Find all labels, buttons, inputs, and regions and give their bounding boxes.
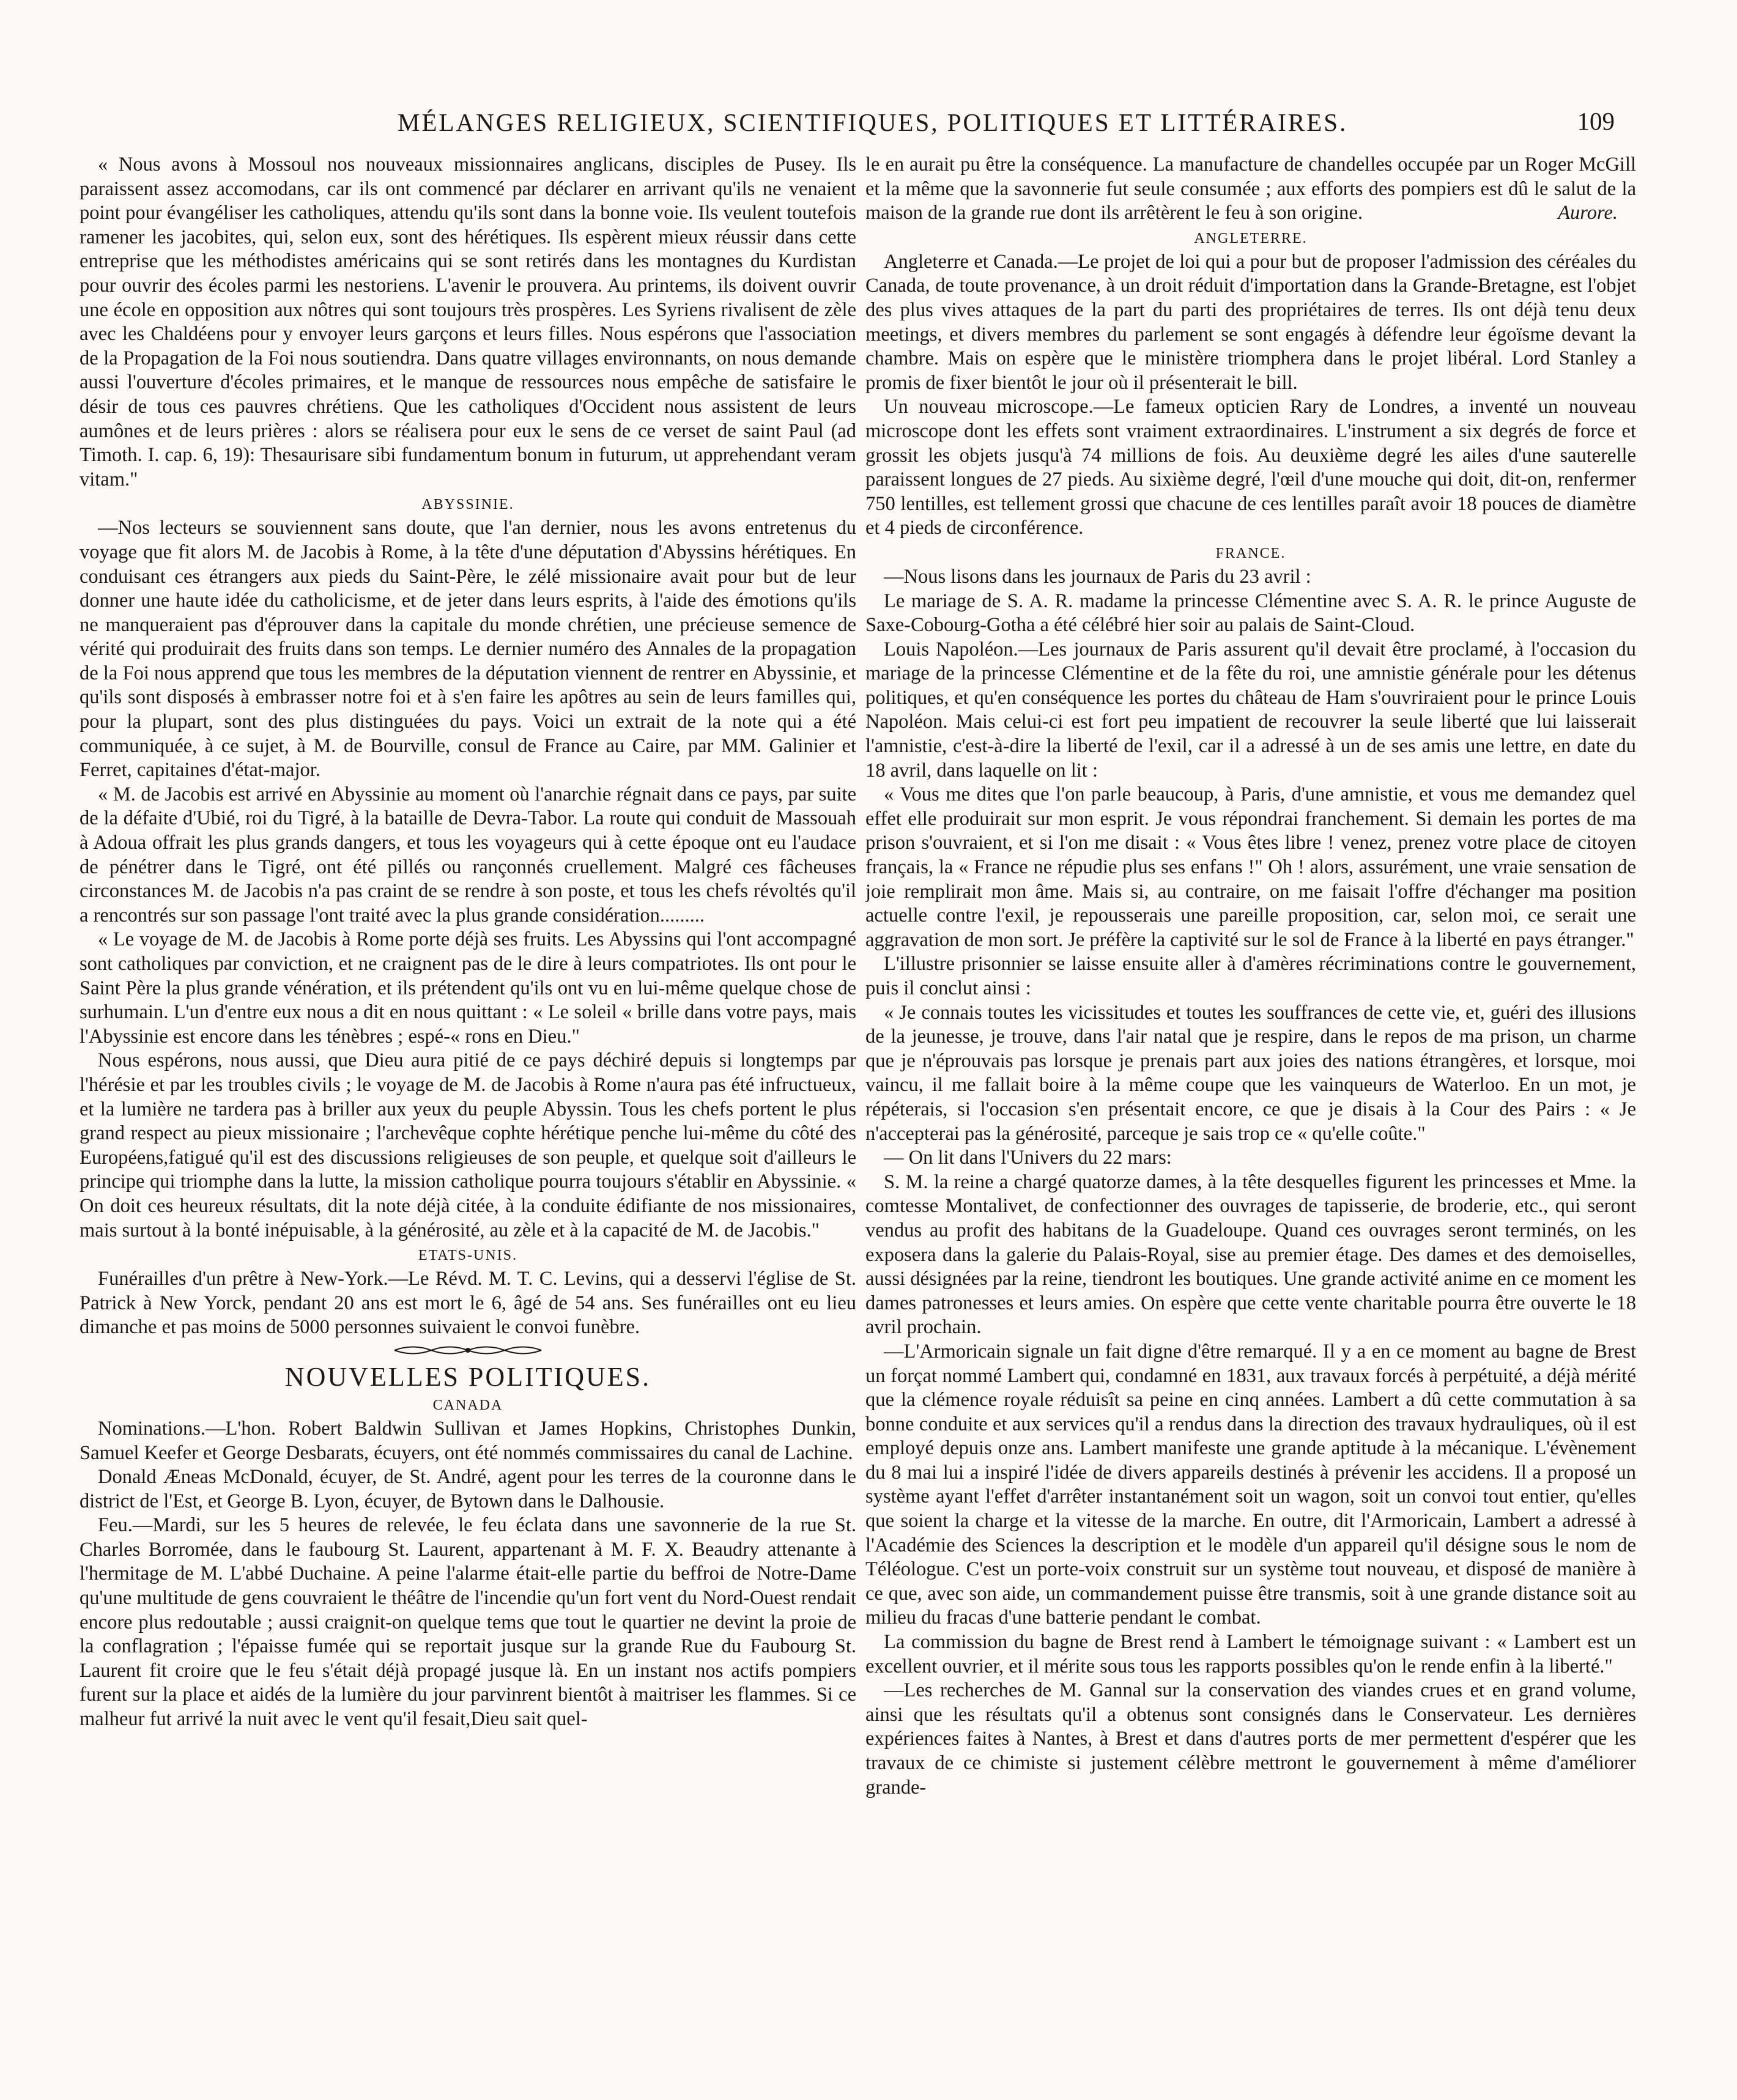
article-paragraph: S. M. la reine a chargé quatorze dames, à la tête desquelles figurent les princesses et Mme. la comtesse Montalivet, de confectionner des ouvrages de tapisserie, de broderie, etc., qui seront vendus au profit des habitans de la Guadeloupe. Quand ces ouvrages seront terminés, on les exposera dans la galerie du Palais-Royal, sise au premier étage. Des dames et des demoiselles, aussi désignées par la reine, tiendront les boutiques. Une grande activité anime en ce moment les dames patronesses et leurs amies. On espère que cette vente charitable pourra être ouverte le 18 avril prochain. bbox=[865, 1170, 1636, 1339]
article-text: le en aurait pu être la conséquence. La manufacture de chandelles occupée par un Roger McGill et la même que la savonnerie fut seule consumée ; aux efforts des pompiers est dû le salut de la maison de la grande rue dont ils arrêtèrent le feu à son origine. bbox=[865, 153, 1636, 224]
article-paragraph: Nous espérons, nous aussi, que Dieu aura pitié de ce pays déchiré depuis si longtemps par l'hérésie et par les troubles civils ; le voyage de M. de Jacobis à Rome n'aura pas été infructueux, et la lumière ne tardera pas à briller aux yeux du peuple Abyssin. Tous les chefs portent le plus grand respect au pieux missionaire ; l'archevêque cophte hérétique penche lui-même du côté des Européens,fatigué qu'il est des discussions religieuses de son peuple, et quelque soit d'ailleurs le principe qui triomphe dans la lutte, la mission catholique pourra toujours s'établir en Abyssinie. « On doit ces heureux résultats, dit la note déjà citée, à la conduite édifiante de nos missionaires, mais surtout à la bonté inépuisable, à la générosité, au zèle et à la capacité de M. de Jacobis." bbox=[80, 1049, 856, 1241]
left-column bbox=[80, 153, 856, 2073]
source-signature: Aurore. bbox=[1558, 202, 1618, 224]
article-paragraph: —Nos lecteurs se souviennent sans doute, que l'an dernier, nous les avons entretenus du voyage que fit alors M. de Jacobis à Rome, à la tête d'une députation d'Abyssins hérétiques. En conduisant ces étrangers aux pieds du Saint-Père, le zélé missionaire avait pour but de leur donner une haute idée du catholicisme, et de jeter dans leurs esprits, à l'aide des émotions qu'ils ne manqueraient pas d'éprouver dans la capitale du monde chrétien, une précieuse semence de vérité qui produirait des fruits dans son temps. Le dernier numéro des Annales de la propagation de la Foi nous apprend que tous les membres de la députation viennent de rentrer en Abyssinie, et qu'ils sont disposés à embrasser notre foi et à s'en faire les apôtres au sein de leurs familles qui, pour la plupart, sont des plus distinguées du pays. Voici un extrait de la note qui a été communiquée, à ce sujet, à M. de Bourville, consul de France au Caire, par MM. Galinier et Ferret, capitaines d'état-major. bbox=[80, 517, 856, 782]
missionaries-paragraph: « Nous avons à Mossoul nos nouveaux missionnaires anglicans, disciples de Pusey. Ils paraissent assez accomodans, car ils ont commencé par déclarer en arrivant qu'ils ne venaient point pour évangéliser les catholiques, attendu qu'ils sont dans la bonne voie. Ils veulent toutefois ramener les jacobites, qui, selon eux, sont des hérétiques. Ils espèrent mieux réussir dans cette entreprise que les méthodistes américains qui se sont retirés dans les montagnes du Kurdistan pour ouvrir des écoles parmi les nestoriens. L'avenir le prouvera. Au printems, ils doivent ouvrir une école en opposition aux nôtres qui sont toujours très prospères. Les Syriens rivalisent de zèle avec les Chaldéens pour y envoyer leurs garçons et leurs filles. Nous espérons que l'association de la Propagation de la Foi nous soutiendra. Dans quatre villages environnants, on nous demande aussi l'ouverture d'écoles primaires, et le manque de ressources nous empêche de satisfaire le désir de tous ces pauvres chrétiens. Que les catholiques d'Occident nous assistent de leurs aumônes et de leurs prières : alors se réalisera pour eux le sens de ce verset de saint Paul (ad Timoth. I. cap. 6, 19): Thesaurisare sibi fundamentum bonum in futurum, ut apprehendant veram vitam." bbox=[80, 153, 856, 490]
right-column bbox=[865, 153, 1636, 2073]
article-paragraph: « M. de Jacobis est arrivé en Abyssinie au moment où l'anarchie régnait dans ce pays, par suite de la défaite d'Ubié, roi du Tigré, à la bataille de Devra-Tabor. La route qui conduit de Massouah à Adoua offrait les plus grands dangers, et tous les voyageurs qui à cette époque ont eu l'audace de pénétrer dans le Tigré, ont été pillés ou rançonnés cruellement. Malgré ces fâcheuses circonstances M. de Jacobis n'a pas craint de se rendre à son poste, et tous les chefs révoltés qu'il a rencontrés sur son passage l'ont traité avec la plus grande considération......... bbox=[80, 783, 856, 926]
article-paragraph: Nominations.—L'hon. Robert Baldwin Sullivan et James Hopkins, Christophes Dunkin, Samuel Keefer et George Desbarats, écuyers, ont été nommés commissaires du canal de Lachine. bbox=[80, 1417, 856, 1464]
section-heading-canada: CANADA bbox=[432, 1397, 503, 1413]
article-paragraph: Feu.—Mardi, sur les 5 heures de relevée, le feu éclata dans une savonnerie de la rue St. Charles Borromée, dans le faubourg St. Laurent, appartenant à M. F. X. Beaudry attenante à l'hermitage de M. L'abbé Duchaine. A peine l'alarme était-elle partie du beffroi de Notre-Dame qu'une multitude de gens couvraient le théâtre de l'incendie qu'un fort vent du Nord-Ouest rendait encore plus redoutable ; aussi craignit-on quelque tems que tout le quartier ne devint la proie de la conflagration ; l'épaisse fumée qui se reportait jusque sur la grande Rue du Faubourg St. Laurent fit croire que le feu s'était déjà propagé jusque là. En un instant nos actifs pompiers furent sur la place et aidés de la lumière du jour parvinrent bientôt à maitriser les flammes. Si ce malheur fut arrivé la nuit avec le vent qu'il fesait,Dieu sait quel- bbox=[80, 1514, 856, 1731]
section-heading-etats-unis: ETATS-UNIS. bbox=[418, 1248, 518, 1264]
article-paragraph: — On lit dans l'Univers du 22 mars: bbox=[884, 1147, 1172, 1169]
article-paragraph: —Nous lisons dans les journaux de Paris du 23 avril : bbox=[884, 565, 1311, 588]
article-paragraph: L'illustre prisonnier se laisse ensuite aller à d'amères récriminations contre le gouvernement, puis il conclut ainsi : bbox=[865, 953, 1636, 999]
article-paragraph: Donald Æneas McDonald, écuyer, de St. André, agent pour les terres de la couronne dans le district de l'Est, et George B. Lyon, écuyer, de Bytown dans le Dalhousie. bbox=[80, 1466, 856, 1512]
section-heading-angleterre: ANGLETERRE. bbox=[1194, 230, 1308, 246]
running-title: MÉLANGES RELIGIEUX, SCIENTIFIQUES, POLITIQUES ET LITTÉRAIRES. bbox=[398, 108, 1348, 136]
page-header bbox=[80, 103, 1633, 146]
article-paragraph: Angleterre et Canada.—Le projet de loi qui a pour but de proposer l'admission des céréales du Canada, de toute provenance, à un droit réduit d'importation dans la Grande-Bretagne, est l'objet des plus vives attaques de la part du parti des propriétaires de terres. Ils ont déjà tenu deux meetings, et divers membres du parlement se sont engagés à défendre leur égoïsme devant la chambre. Mais on espère que le ministère triomphera dans le projet libéral. Lord Stanley a promis de fixer bientôt le jour où il présenterait le bill. bbox=[865, 250, 1636, 394]
article-paragraph: Louis Napoléon.—Les journaux de Paris assurent qu'il devait être proclamé, à l'occasion du mariage de la princesse Clémentine et de la fête du roi, une amnistie générale pour les détenus politiques, et qu'en conséquence les portes du château de Ham s'ouvriraient pour le prince Louis Napoléon. Mais celui-ci est fort peu impatient de recouvrer la seule liberté que lui laisserait l'amnistie, c'est-à-dire la liberté de l'exil, car il a adressé à un de ses amis une lettre, en date du 18 avril, dans laquelle on lit : bbox=[865, 638, 1636, 782]
article-paragraph: —Les recherches de M. Gannal sur la conservation des viandes crues et en grand volume, ainsi que les résultats qu'il a obtenus sont consignés dans le Conservateur. Les dernières expériences faites à Nantes, à Brest et dans d'autres ports de mer permettent d'espérer que les travaux de ce chimiste si justement célèbre mettront le gouvernement à même d'améliorer grande- bbox=[865, 1679, 1636, 1799]
article-paragraph: « Le voyage de M. de Jacobis à Rome porte déjà ses fruits. Les Abyssins qui l'ont accompagné sont catholiques par conviction, et ne craignent pas de le dire à leurs compatriotes. Ils ont pour le Saint Père la plus grande vénération, et ils prétendent qu'ils ont vu en lui-même quelque chose de surhumain. L'un d'entre eux nous a dit en nous quittant : « Le soleil « brille dans votre pays, mais l'Abyssinie est encore dans les ténèbres ; espé-« rons en Dieu." bbox=[80, 928, 856, 1048]
article-paragraph bbox=[865, 153, 1636, 226]
article-paragraph: —L'Armoricain signale un fait digne d'être remarqué. Il y a en ce moment au bagne de Brest un forçat nommé Lambert qui, condamné en 1831, aux travaux forcés à perpétuité, a déjà mérité que la clémence royale réduisît sa peine en cinq années. Lambert a dû cette commutation à sa bonne conduite et aux services qu'il a rendus dans la direction des travaux hydrauliques, où il est employé depuis onze ans. Lambert manifeste une grande aptitude à la mécanique. L'évènement du 8 mai lui a inspiré l'idée de divers appareils destinés à prévenir les accidens. Il a proposé un système ayant l'effet d'arrêter instantanément soit un wagon, soit un convoi tout entier, qu'elles que soient la charge et la vitesse de la marche. En outre, dit l'Armoricain, Lambert a adressé à l'Académie des Sciences la description et le modèle d'un appareil qu'il désigne sous le nom de Téléologue. C'est un porte-voix construit sur un système tout nouveau, et disposé de manière à ce que, avec son aide, un commandement puisse être transmis, soit à une grande distance soit au milieu du fracas d'une batterie pendant le combat. bbox=[865, 1340, 1636, 1629]
section-heading-abyssinie: ABYSSINIE. bbox=[421, 497, 514, 513]
ornament-divider-icon bbox=[388, 1344, 547, 1357]
article-paragraph: Funérailles d'un prêtre à New-York.—Le Révd. M. T. C. Levins, qui a desservi l'église de St. Patrick à New Yorck, pendant 20 ans est mort le 6, âgé de 54 ans. Ses funérailles ont eu lieu dimanche et pas moins de 5000 personnes suivaient le convoi funèbre. bbox=[80, 1268, 856, 1339]
article-paragraph: Le mariage de S. A. R. madame la princesse Clémentine avec S. A. R. le prince Auguste de Saxe-Cobourg-Gotha a été célébré hier soir au palais de Saint-Cloud. bbox=[865, 590, 1636, 637]
section-title-nouvelles-politiques: NOUVELLES POLITIQUES. bbox=[284, 1361, 651, 1392]
article-paragraph: « Je connais toutes les vicissitudes et toutes les souffrances de cette vie, et, guéri des illusions de la jeunesse, je trouve, dans l'air natal que je respire, dans le repos de ma prison, un charme que je n'éprouvais pas lorsque je prenais part aux joies des nations étrangères, et lorsque, moi vaincu, il me fallait boire à la même coupe que les vainqueurs de Waterloo. En un mot, je répéterais, si l'occasion s'en présentait encore, ce que je disais à la Cour des Pairs : « Je n'accepterai pas la générosité, parceque je sais trop ce « qu'elle coûte." bbox=[865, 1001, 1636, 1145]
article-paragraph: La commission du bagne de Brest rend à Lambert le témoignage suivant : « Lambert est un excellent ouvrier, et il mérite sous tous les rapports possibles qu'on le rende enfin à la liberté." bbox=[865, 1631, 1636, 1677]
page-number: 109 bbox=[1577, 107, 1615, 135]
section-heading-france: FRANCE. bbox=[1215, 545, 1286, 561]
article-paragraph: Un nouveau microscope.—Le fameux opticien Rary de Londres, a inventé un nouveau microscope dont les effets sont vraiment extraordinaires. L'instrument a six degrés de force et grossit les objets jusqu'à 74 millions de fois. Au deuxième degré les ailes d'une sauterelle paraissent longues de 27 pieds. Au sixième degré, l'œil d'une mouche qui doit, dit-on, renfermer 750 lentilles, est tellement grossi que chacune de ces lentilles paraît avoir 18 pouces de diamètre et 4 pieds de circonférence. bbox=[865, 396, 1636, 539]
article-paragraph: « Vous me dites que l'on parle beaucoup, à Paris, d'une amnistie, et vous me demandez quel effet elle produirait sur mon esprit. Je vous répondrai franchement. Si demain les portes de ma prison s'ouvraient, et si l'on me disait : « Vous êtes libre ! venez, prenez votre place de citoyen français, la « France ne répudie plus ses enfans !" Oh ! alors, assurément, une vraie sensation de joie remplirait mon âme. Mais si, au contraire, on me faisait l'offre d'échanger ma position actuelle contre l'exil, je repousserais une pareille proposition, car, selon moi, ce serait une aggravation de mon sort. Je préfère la captivité sur le sol de France à la liberté en pays étranger." bbox=[865, 783, 1636, 951]
